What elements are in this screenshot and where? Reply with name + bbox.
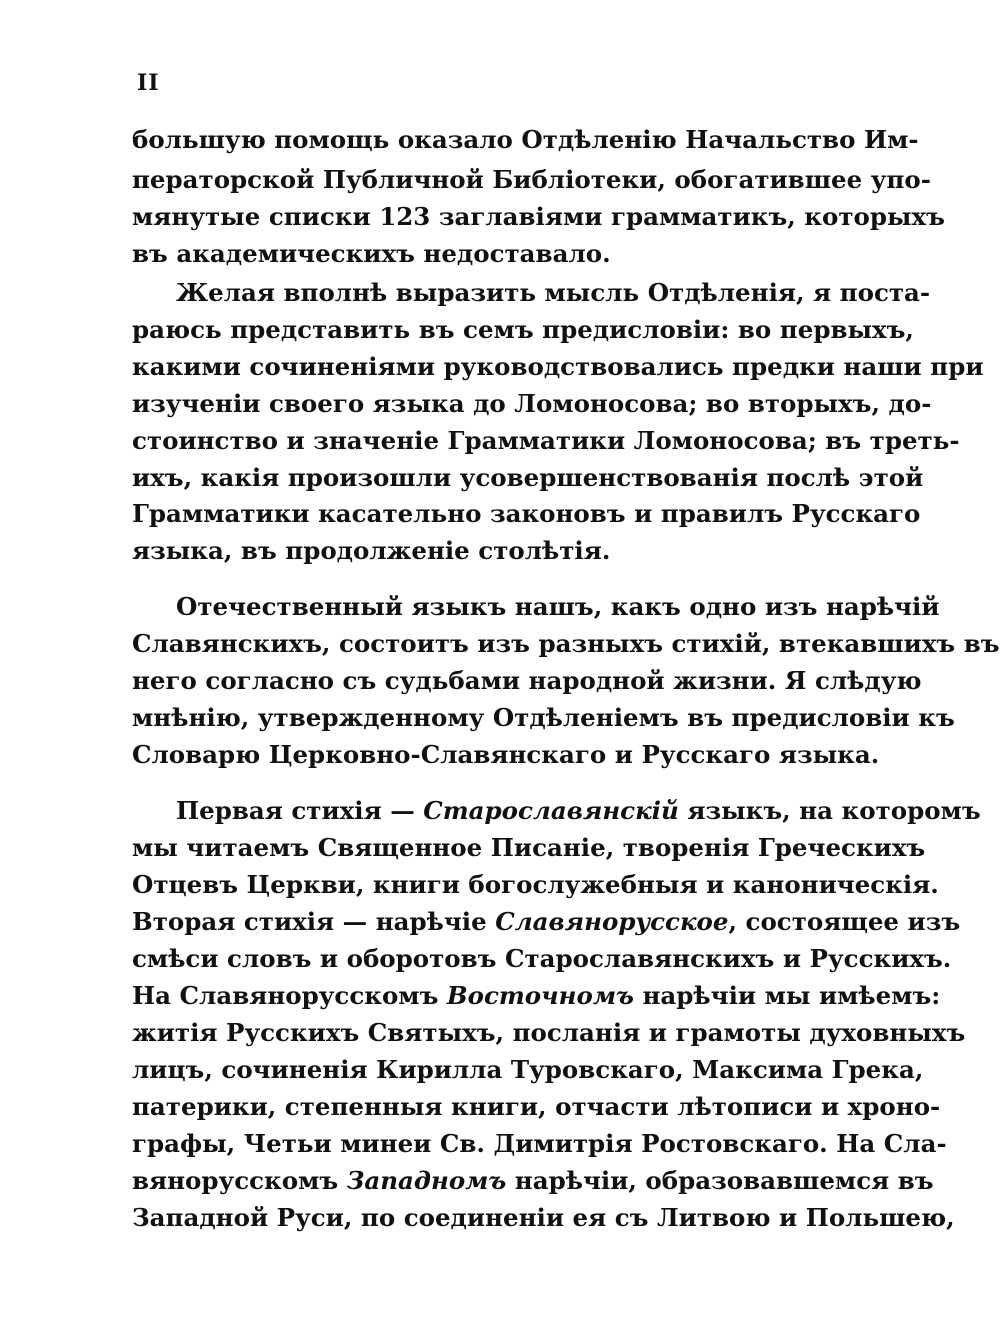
paragraph-4-line-5: смѣси словъ и оборотовъ Старославянскихъ и Русскихъ. [132, 944, 952, 973]
paragraph-2-line-4: изученіи своего языка до Ломоносова; во вторыхъ, до- [132, 389, 932, 418]
paragraph-2-line-3: какими сочиненіями руководствовались предки наши при [132, 352, 984, 381]
paragraph-3-line-4: мнѣнію, утвержденному Отдѣленіемъ въ предисловіи къ [132, 703, 955, 732]
paragraph-4-line-6: На Славянорусскомъ Восточномъ нарѣчіи мы имѣемъ: [132, 981, 941, 1010]
paragraph-2-line-6: ихъ, какія произошли усовершенствованія послѣ этой [132, 463, 924, 492]
paragraph-2-line-7: Грамматики касательно законовъ и правилъ Русскаго [132, 499, 921, 528]
paragraph-4-line-9: патерики, степенныя книги, отчасти лѣтописи и хроно- [132, 1092, 941, 1121]
paragraph-4-line-8: лицъ, сочиненія Кирилла Туровскаго, Максима Грека, [132, 1055, 924, 1084]
paragraph-1-line-1: большую помощь оказало Отдѣленію Начальство Им- [132, 125, 919, 154]
paragraph-4-line-1: Первая стихія — Старославянскій языкъ, на которомъ [176, 796, 981, 825]
paragraph-4-line-12: Западной Руси, по соединеніи ея съ Литвою и Польшею, [132, 1203, 955, 1232]
term-old-slavonic: Старославянскій [423, 796, 679, 825]
term-western: Западномъ [346, 1166, 507, 1195]
paragraph-3-line-3: него согласно съ судьбами народной жизни. Я слѣдую [132, 666, 922, 695]
paragraph-2-line-2: раюсь представить въ семъ предисловіи: во первыхъ, [132, 315, 914, 344]
paragraph-1-line-3: мянутые списки 123 заглавіями грамматикъ, которыхъ [132, 202, 945, 231]
paragraph-4-line-11: вянорусскомъ Западномъ нарѣчіи, образовавшемся въ [132, 1166, 934, 1195]
paragraph-2-line-5: стоинство и значеніе Грамматики Ломоносова; въ треть- [132, 426, 960, 455]
paragraph-2-line-1: Желая вполнѣ выразить мысль Отдѣленія, я поста- [176, 278, 931, 307]
paragraph-4-line-10: графы, Четьи минеи Св. Димитрія Ростовскаго. На Сла- [132, 1129, 947, 1158]
paragraph-4-line-4: Вторая стихія — нарѣчіе Славянорусское, состоящее изъ [132, 907, 961, 936]
paragraph-2-line-8: языка, въ продолженіе столѣтія. [132, 536, 611, 565]
term-eastern: Восточномъ [446, 981, 634, 1010]
paragraph-4-line-7: житія Русскихъ Святыхъ, посланія и грамоты духовныхъ [132, 1018, 966, 1047]
paragraph-1-line-2: ператорской Публичной Библіотеки, обогатившее упо- [132, 165, 931, 194]
paragraph-1-line-4: въ академическихъ недоставало. [132, 239, 611, 268]
page-number: II [137, 70, 160, 96]
paragraph-3-line-1: Отечественный языкъ нашъ, какъ одно изъ нарѣчій [176, 592, 940, 621]
paragraph-4-line-2: мы читаемъ Священное Писаніе, творенія Греческихъ [132, 833, 926, 862]
term-slavo-russian: Славянорусское [495, 907, 729, 936]
paragraph-3-line-2: Славянскихъ, состоитъ изъ разныхъ стихій, втекавшихъ въ [132, 629, 1000, 658]
paragraph-4-line-3: Отцевъ Церкви, книги богослужебныя и каноническія. [132, 870, 939, 899]
paragraph-3-line-5: Словарю Церковно-Славянскаго и Русскаго языка. [132, 740, 880, 769]
